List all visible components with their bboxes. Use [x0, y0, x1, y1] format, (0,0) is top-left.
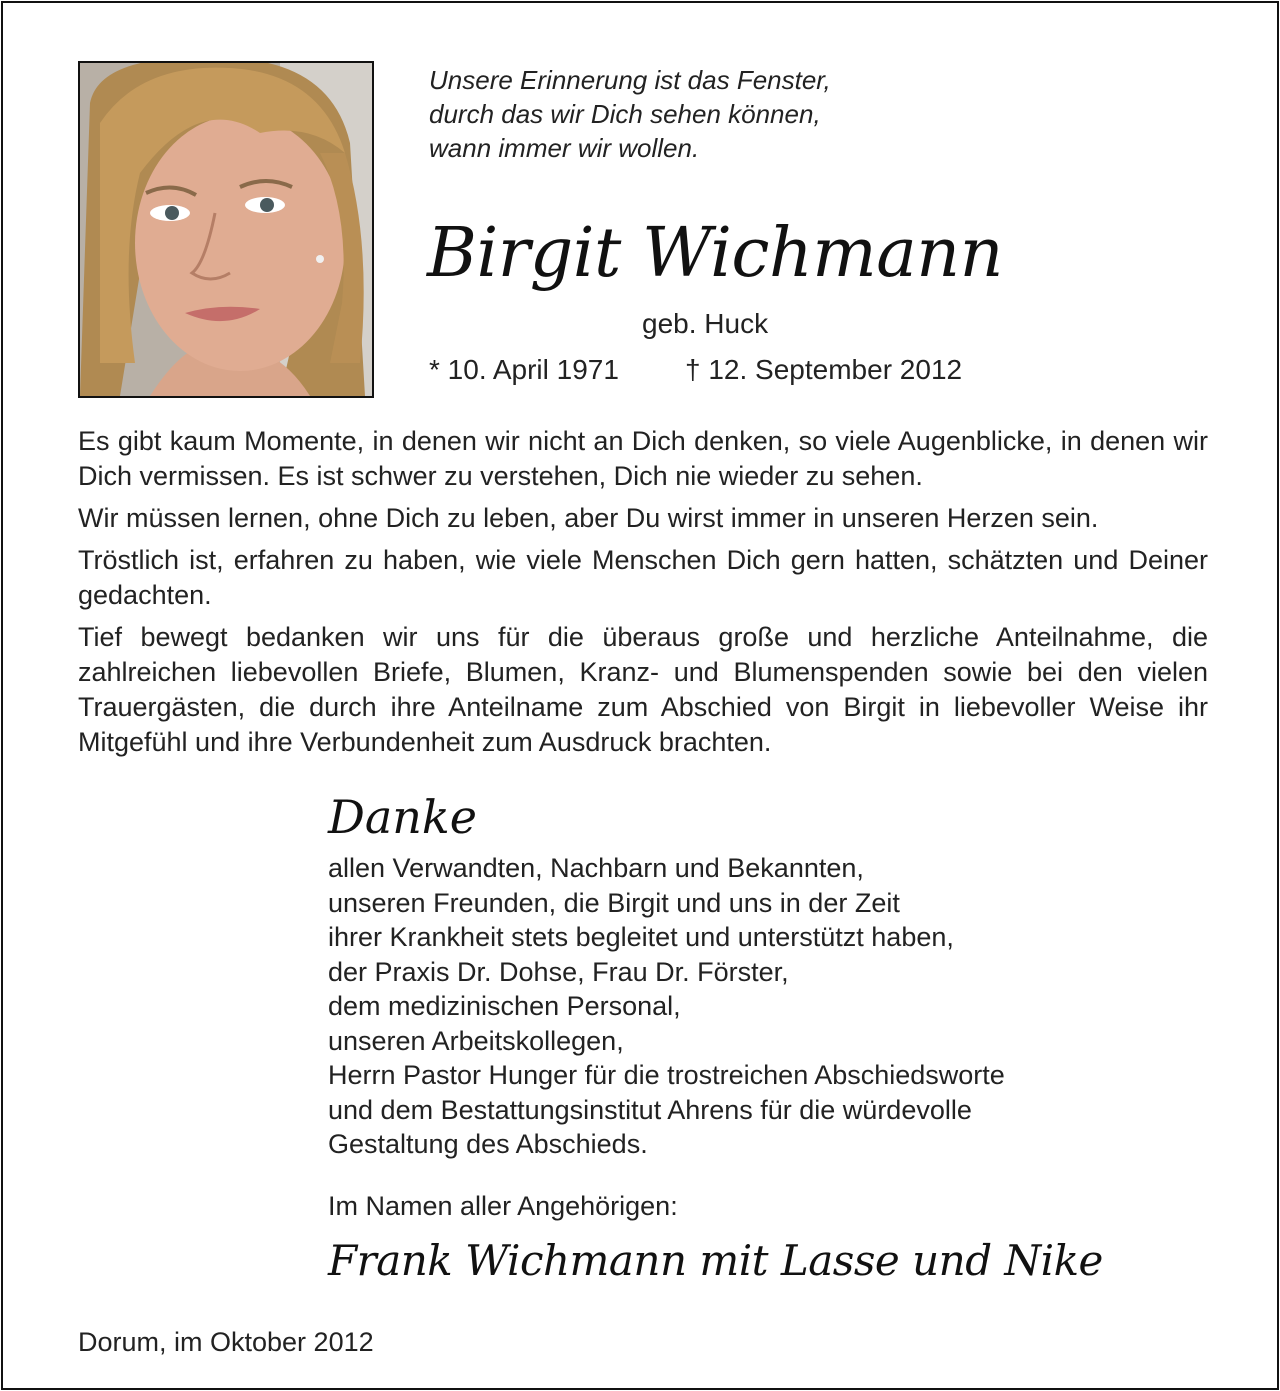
body-paragraph: Wir müssen lernen, ohne Dich zu leben, aber Du wirst immer in unseren Herzen sein.: [78, 503, 1099, 533]
portrait-image: [80, 63, 372, 396]
deceased-name: Birgit Wichmann: [427, 214, 1003, 293]
place-date: Dorum, im Oktober 2012: [78, 1327, 374, 1357]
thanks-line: dem medizinischen Personal,: [328, 991, 681, 1021]
life-dates: [429, 352, 962, 388]
obituary-text: [78, 424, 1208, 767]
quote-line: durch das wir Dich sehen können,: [429, 99, 821, 129]
quote-line: wann immer wir wollen.: [429, 133, 700, 163]
thanks-line: Herrn Pastor Hunger für die trostreichen Abschiedsworte: [328, 1060, 1005, 1090]
body-paragraph: Es gibt kaum Momente, in denen wir nicht an Dich denken, so viele Augenblicke, in denen wir Dich vermissen. Es ist schwer zu verstehen, Dich nie wieder zu sehen.: [78, 426, 1208, 491]
body-paragraph: Tief bewegt bedanken wir uns für die überaus große und herzliche Anteilnahme, die zahlreichen liebevollen Briefe, Blumen, Kranz- und Blumenspenden sowie bei den vielen Trauergästen, die durch ihre Anteilname zum Abschied von Birgit in liebevoller Weise ihr Mitgefühl und ihre Verbundenheit zum Ausdruck brachten.: [78, 622, 1208, 757]
maiden-name: geb. Huck: [642, 308, 769, 339]
thanks-list: [328, 851, 1148, 1162]
body-paragraph: Tröstlich ist, erfahren zu haben, wie viele Menschen Dich gern hatten, schätzten und Deiner gedachten.: [78, 545, 1208, 610]
thanks-line: allen Verwandten, Nachbarn und Bekannten,: [328, 853, 864, 883]
thanks-line: ihrer Krankheit stets begleitet und unterstützt haben,: [328, 922, 954, 952]
thanks-line: Gestaltung des Abschieds.: [328, 1129, 648, 1159]
memorial-quote: [429, 63, 1029, 165]
thanks-heading: Danke: [328, 790, 478, 844]
obituary-frame: [1, 1, 1279, 1390]
birth-date: * 10. April 1971: [429, 354, 619, 385]
family-signature: Frank Wichmann mit Lasse und Nike: [328, 1236, 1103, 1285]
thanks-line: unseren Arbeitskollegen,: [328, 1025, 624, 1056]
thanks-line: unseren Freunden, die Birgit und uns in der Zeit: [328, 887, 900, 918]
portrait-photo: [78, 61, 374, 398]
quote-line: Unsere Erinnerung ist das Fenster,: [429, 65, 831, 95]
family-intro: Im Namen aller Angehörigen:: [328, 1191, 678, 1221]
death-date: † 12. September 2012: [685, 354, 963, 385]
thanks-line: und dem Bestattungsinstitut Ahrens für die würdevolle: [328, 1094, 972, 1125]
thanks-line: der Praxis Dr. Dohse, Frau Dr. Förster,: [328, 956, 789, 987]
